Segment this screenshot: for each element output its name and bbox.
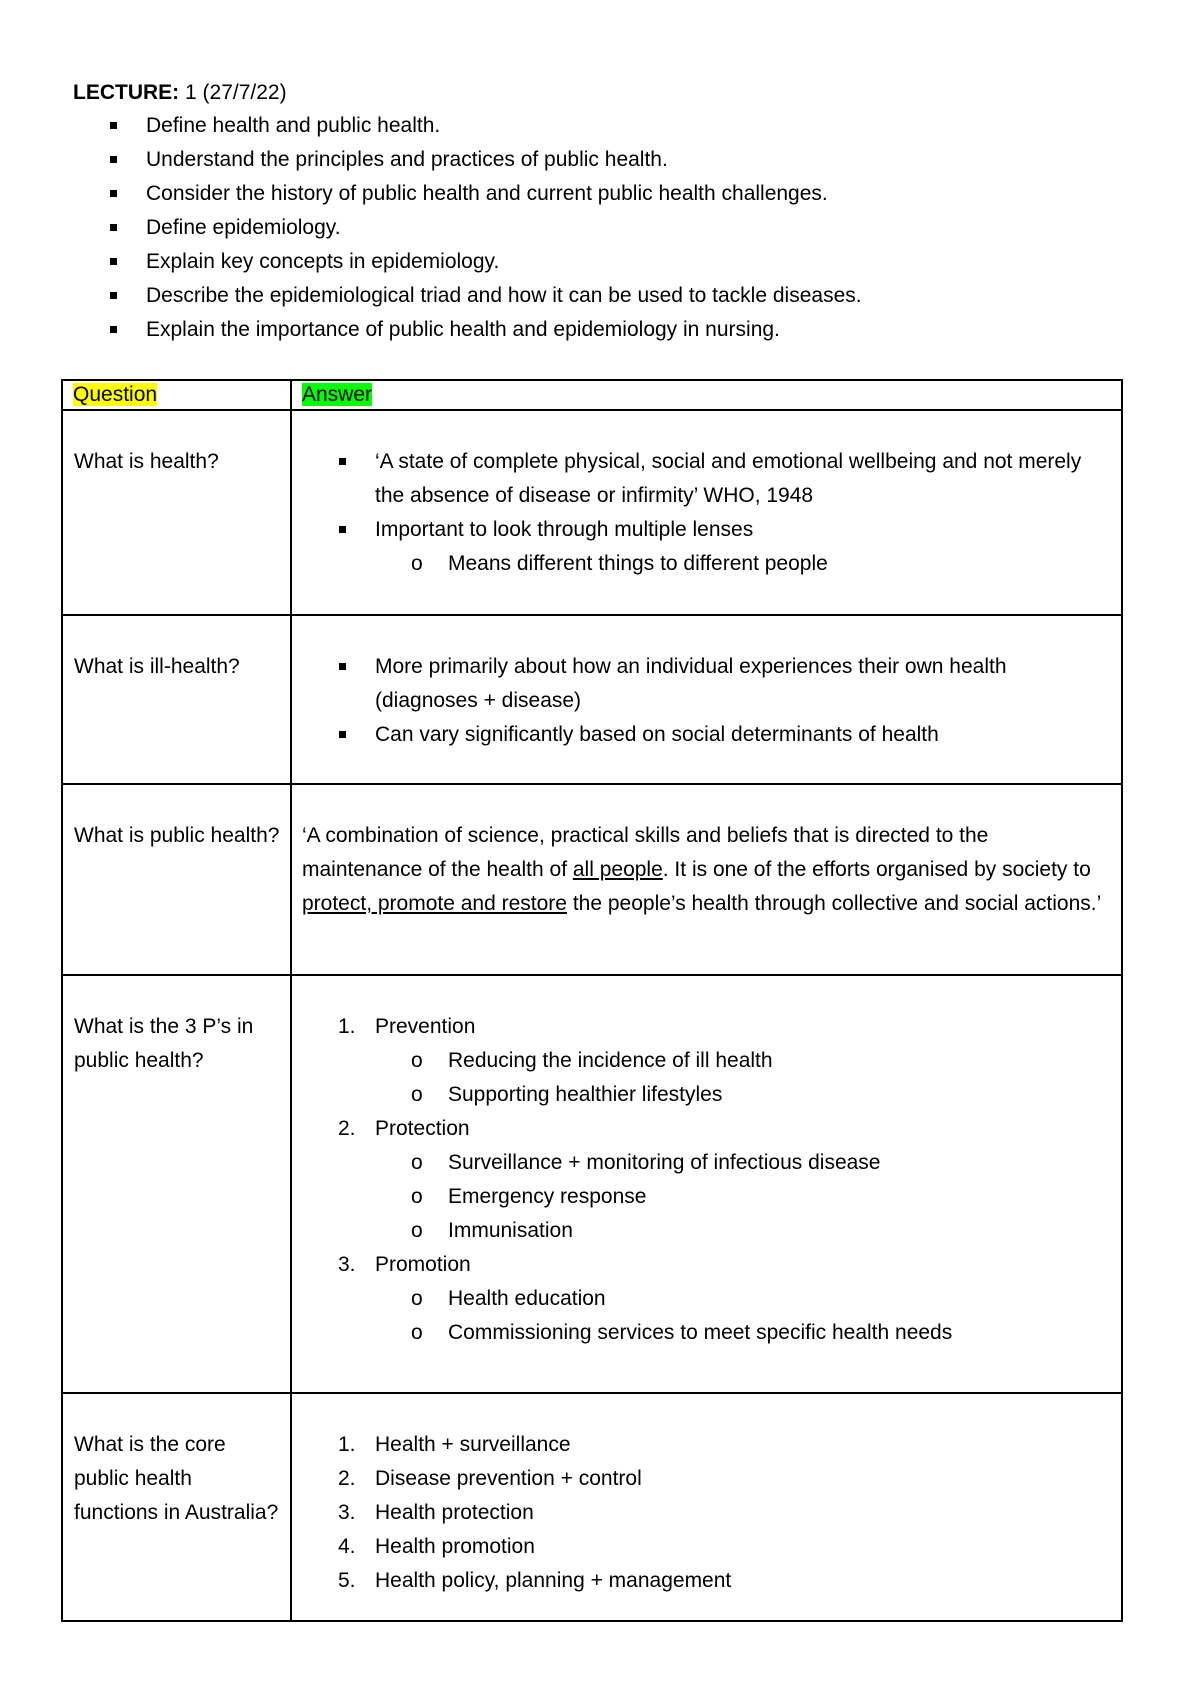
sub-list (375, 1146, 1111, 1248)
answer-cell (291, 410, 1122, 615)
lecture-title (73, 76, 1123, 109)
core-functions-list (302, 1428, 1111, 1598)
circle-bullet-icon: o (411, 1049, 423, 1072)
answer-bullet-list (302, 445, 1111, 581)
square-bullet-icon (339, 526, 346, 533)
square-bullet-icon (110, 190, 117, 197)
list-item: 1. Prevention o Reducing the incidence of ill health o Supporting healthier lifestyles (302, 1010, 1111, 1112)
square-bullet-icon (110, 122, 117, 129)
table-header-row (62, 380, 1122, 410)
list-item: o Supporting healthier lifestyles (302, 1078, 1111, 1112)
question-header: Question (73, 383, 158, 406)
sub-list (375, 1044, 1111, 1112)
list-item: 2. Disease prevention + control (338, 1467, 642, 1490)
list-item: 5. Health policy, planning + management (338, 1569, 732, 1592)
list-item: ‘A state of complete physical, social and emotional wellbeing and not merely the absence of disease or infirmity’ WHO, 1948 (302, 445, 1111, 513)
circle-bullet-icon: o (411, 1185, 423, 1208)
table-row (62, 784, 1122, 975)
list-item: o Commissioning services to meet specific health needs (302, 1316, 1111, 1350)
list-item: o Surveillance + monitoring of infectious disease (302, 1146, 1111, 1180)
sub-list (375, 547, 1111, 581)
circle-bullet-icon: o (411, 1219, 423, 1242)
qa-table (61, 379, 1123, 1622)
answer-cell (291, 1393, 1122, 1621)
list-item: o Immunisation (302, 1214, 1111, 1248)
list-item: More primarily about how an individual experiences their own health (diagnoses + disease) (302, 650, 1111, 718)
header-answer-cell (291, 380, 1122, 410)
objectives-list (73, 109, 1123, 347)
list-item: o Health education (302, 1282, 1111, 1316)
question-cell: What is ill-health? (62, 615, 291, 784)
list-item: 1. Health + surveillance (338, 1433, 571, 1456)
circle-bullet-icon: o (411, 1287, 423, 1310)
question-cell: What is health? (62, 410, 291, 615)
answer-cell (291, 615, 1122, 784)
square-bullet-icon (110, 292, 117, 299)
objective-item: Understand the principles and practices of public health. (73, 143, 1123, 177)
objective-item: Describe the epidemiological triad and how it can be used to tackle diseases. (73, 279, 1123, 313)
answer-header: Answer (302, 383, 373, 406)
square-bullet-icon (110, 326, 117, 333)
table-row (62, 975, 1122, 1393)
table-row (62, 410, 1122, 615)
header-question-cell (62, 380, 291, 410)
list-item: o Means different things to different people (302, 547, 1111, 581)
list-item: o Emergency response (302, 1180, 1111, 1214)
objective-item: Consider the history of public health and current public health challenges. (73, 177, 1123, 211)
three-ps-list (302, 1010, 1111, 1350)
list-item: 3. Promotion o Health education o Commissioning services to meet specific health needs (302, 1248, 1111, 1350)
square-bullet-icon (339, 663, 346, 670)
public-health-definition: ‘A combination of science, practical skills and beliefs that is directed to the maintenance of the health of all people. It is one of the efforts organised by society to protect, promote and restore the people’s health through collective and social actions.’ (302, 824, 1102, 915)
answer-cell (291, 975, 1122, 1393)
table-row (62, 1393, 1122, 1621)
square-bullet-icon (339, 731, 346, 738)
square-bullet-icon (339, 458, 346, 465)
question-cell: What is the core public health functions in Australia? (62, 1393, 291, 1621)
lecture-header (73, 76, 1123, 347)
lecture-date: 1 (27/7/22) (179, 81, 287, 104)
question-cell: What is public health? (62, 784, 291, 975)
circle-bullet-icon: o (411, 1321, 423, 1344)
underlined-text: protect, promote and restore (302, 892, 567, 915)
answer-cell (291, 784, 1122, 975)
lecture-label: LECTURE: (73, 81, 180, 104)
circle-bullet-icon: o (411, 552, 423, 575)
list-item: Important to look through multiple lenses o Means different things to different people (302, 513, 1111, 581)
objective-item: Define health and public health. (73, 109, 1123, 143)
list-item: Can vary significantly based on social determinants of health (302, 718, 1111, 752)
list-item: 2. Protection o Surveillance + monitoring of infectious disease o Emergency response o Immunisation (302, 1112, 1111, 1248)
circle-bullet-icon: o (411, 1151, 423, 1174)
circle-bullet-icon: o (411, 1083, 423, 1106)
underlined-text: all people (572, 858, 663, 881)
sub-list (375, 1282, 1111, 1350)
table-row (62, 615, 1122, 784)
objective-item: Define epidemiology. (73, 211, 1123, 245)
list-item: 4. Health promotion (338, 1535, 535, 1558)
question-cell: What is the 3 P’s in public health? (62, 975, 291, 1393)
answer-bullet-list (302, 650, 1111, 752)
objective-item: Explain key concepts in epidemiology. (73, 245, 1123, 279)
list-item: 3. Health protection (338, 1501, 534, 1524)
square-bullet-icon (110, 224, 117, 231)
list-item: o Reducing the incidence of ill health (302, 1044, 1111, 1078)
square-bullet-icon (110, 156, 117, 163)
objective-item: Explain the importance of public health and epidemiology in nursing. (73, 313, 1123, 347)
square-bullet-icon (110, 258, 117, 265)
